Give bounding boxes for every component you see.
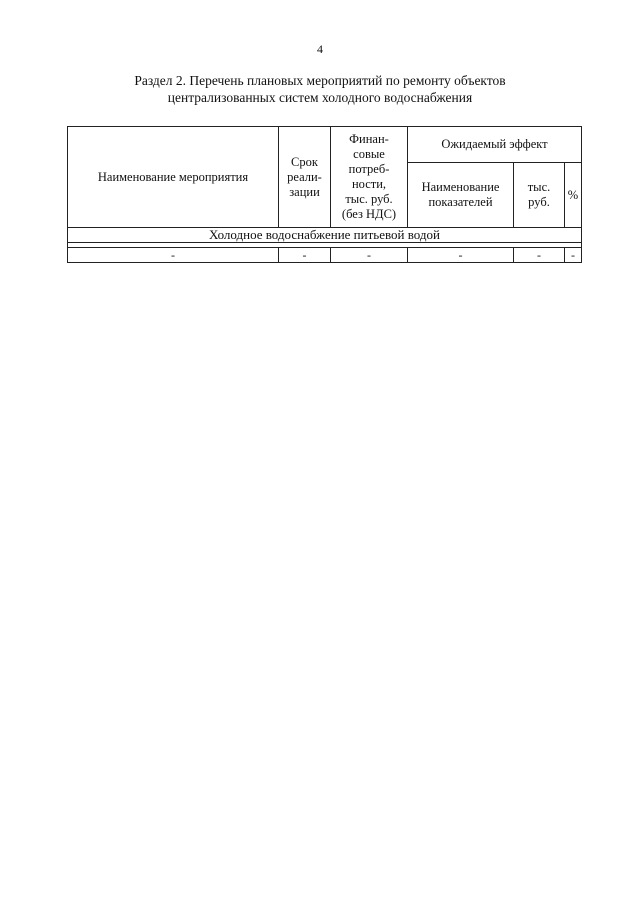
header-row xyxy=(68,127,582,163)
cell-term: - xyxy=(279,248,331,263)
cell-measure-name: - xyxy=(68,248,279,263)
cell-percent: - xyxy=(565,248,582,263)
page-number: 4 xyxy=(317,42,323,56)
header-expected-effect: Ожидаемый эффект xyxy=(408,127,582,163)
header-thousand-rub: тыс. руб. xyxy=(514,163,565,228)
header-finance: Финан- совые потреб- ности, тыс. руб. (без НДС) xyxy=(331,127,408,228)
cell-finance: - xyxy=(331,248,408,263)
section-label: Холодное водоснабжение питьевой водой xyxy=(68,228,582,243)
section-title xyxy=(0,72,640,106)
section-row xyxy=(68,228,582,243)
header-term: Срок реали- зации xyxy=(279,127,331,228)
header-indicator-name: Наименование показателей xyxy=(408,163,514,228)
cell-thousand-rub: - xyxy=(514,248,565,263)
table-row xyxy=(68,248,582,263)
cell-indicator-name: - xyxy=(408,248,514,263)
title-line-1: Раздел 2. Перечень плановых мероприятий по ремонту объектов xyxy=(134,73,506,88)
header-measure-name: Наименование мероприятия xyxy=(68,127,279,228)
planned-measures-table xyxy=(67,126,582,263)
title-line-2: централизованных систем холодного водоснабжения xyxy=(167,90,473,105)
header-percent: % xyxy=(565,163,582,228)
